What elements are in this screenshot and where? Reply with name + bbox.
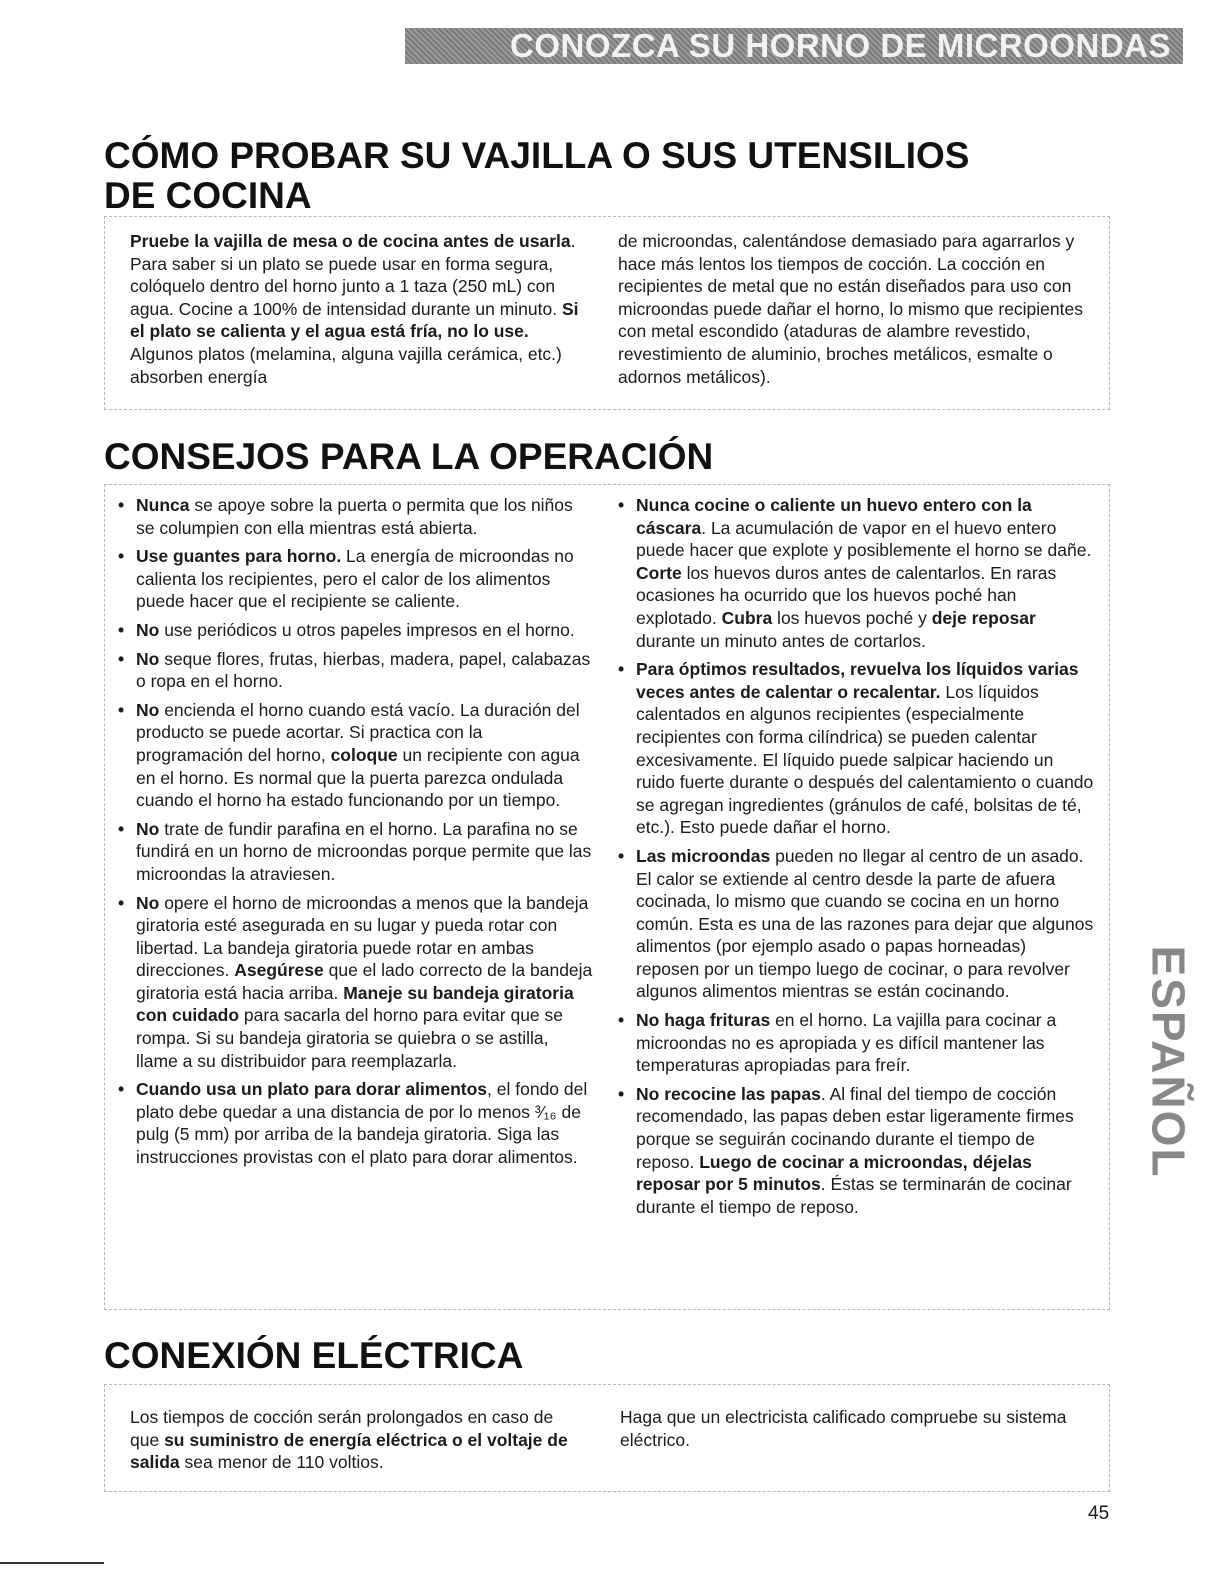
text-run: . Para saber si un plato se puede usar en forma segura, colóquelo dentro del horno junto a 1 taza (250 mL) con agua. Cocine a 100% de intensidad durante un minuto. xyxy=(130,231,576,319)
bold-run: coloque xyxy=(330,744,398,765)
text-run: sea menor de 110 voltios. xyxy=(179,1452,384,1473)
bold-run: Para óptimos resultados, revuelva los líquidos varias veces antes de calentar o recalentar. xyxy=(636,659,1079,702)
bold-run: No xyxy=(136,619,160,640)
electric-right-text: Haga que un electricista calificado compruebe su sistema eléctrico. xyxy=(620,1407,1067,1450)
text-run: se apoye sobre la puerta o permita que los niños se columpien con ella mientras está abierta. xyxy=(136,495,573,538)
language-side-label: ESPAÑOL xyxy=(1142,945,1195,1179)
bold-run: su suministro de energía eléctrica o el voltaje de salida xyxy=(130,1429,568,1473)
text-run: pueden no llegar al centro de un asado. El calor se extiende al centro desde la parte de afuera cocinada, lo mismo que cuando se cocina en un horno común. Esta es una de las razones para dejar que algunos alimentos (por ejemplo asado o papas horneadas) reposen por un tiempo luego de cocinar, o para revolver algunos alimentos mientras se están cocinando. xyxy=(636,845,1094,1002)
text-run: . Al final del tiempo de cocción recomendado, las papas deben estar ligeramente firmes porque se seguirán cocinando durante el tiempo de reposo. xyxy=(636,1083,1074,1172)
tips-heading: CONSEJOS PARA LA OPERACIÓN xyxy=(104,436,714,477)
electric-left-column xyxy=(130,1406,580,1474)
tip-item xyxy=(616,658,1094,839)
text-run: . La acumulación de vapor en el huevo entero puede hacer que explote y posiblemente el horno se dañe. xyxy=(636,517,1092,561)
text-run: La energía de microondas no calienta los recipientes, pero el calor de los alimentos puede hacer que el recipiente se caliente. xyxy=(136,546,574,612)
test-left-column xyxy=(130,230,588,388)
section-banner: CONOZCA SU HORNO DE MICROONDAS xyxy=(405,28,1183,64)
electric-right-column xyxy=(620,1406,1090,1451)
bold-run: Pruebe la vajilla de mesa o de cocina antes de usarla xyxy=(130,231,571,251)
bold-run: No xyxy=(136,892,160,913)
footer-rule xyxy=(0,1562,104,1564)
bold-run: Nunca xyxy=(136,495,190,515)
tip-item xyxy=(116,818,594,886)
text-run: para sacarla del horno para evitar que se rompa. Si su bandeja giratoria se quiebra o se astilla, llame a su distribuidor para reemplazarla. xyxy=(136,1005,564,1071)
bold-run: No haga frituras xyxy=(636,1010,771,1031)
text-run: en el horno. La vajilla para cocinar a microondas no es apropiada y es difícil mantener las temperaturas apropiadas para freír. xyxy=(636,1010,1057,1076)
text-run: opere el horno de microondas a menos que la bandeja giratoria esté asegurada en su lugar y pueda rotar con libertad. La bandeja giratoria puede rotar en ambas direcciones. xyxy=(136,892,589,981)
text-run: Los tiempos de cocción serán prolongados en caso de que xyxy=(130,1407,554,1450)
text-run: , el fondo del plato debe quedar a una distancia de por lo menos ³⁄₁₆ de pulg (5 mm) por arriba de la bandeja giratoria. Siga las instrucciones provistas con el plato para dorar alimentos. xyxy=(136,1079,588,1168)
test-right-column xyxy=(618,230,1093,388)
tips-right-column xyxy=(616,494,1094,1224)
tips-right-list xyxy=(616,494,1094,1218)
bold-run: No xyxy=(136,699,160,720)
bold-run: Use guantes para horno. xyxy=(136,546,342,567)
bold-run: Maneje su bandeja giratoria con cuidado xyxy=(136,982,574,1026)
bold-run: Las microondas xyxy=(636,845,771,866)
text-run: los huevos poché y xyxy=(772,607,932,628)
tip-item xyxy=(116,892,594,1073)
bold-run: Corte xyxy=(636,562,682,583)
text-run: Los líquidos calentados en algunos recipientes (especialmente recipientes con forma cilíndrica) se pueden calentar excesivamente. El líquido puede salpicar haciendo un ruido fuerte durante o después del calentamiento o cuando se agregan ingredientes (gránulos de café, bolsitas de té, etc.). Esto puede dañar el horno. xyxy=(636,681,1094,838)
bold-run: No xyxy=(136,818,160,839)
tip-item xyxy=(116,1078,594,1168)
bold-run: Nunca cocine o caliente un huevo entero con la cáscara xyxy=(636,495,1032,538)
tip-item xyxy=(116,619,594,642)
electric-heading: CONEXIÓN ELÉCTRICA xyxy=(104,1335,524,1376)
tips-left-list xyxy=(116,494,594,1169)
bold-run: Si el plato se calienta y el agua está fría, no lo use. xyxy=(130,298,579,342)
bold-run: Luego de cocinar a microondas, déjelas reposar por 5 minutos xyxy=(636,1151,1032,1195)
text-run: . Éstas se terminarán de cocinar durante el tiempo de reposo. xyxy=(636,1174,1072,1217)
test-left-text xyxy=(130,230,588,388)
page-number: 45 xyxy=(1088,1503,1110,1524)
tip-item xyxy=(616,845,1094,1003)
bold-run: No recocine las papas xyxy=(636,1083,821,1104)
tip-item xyxy=(616,1009,1094,1077)
text-run: un recipiente con agua en el horno. Es normal que la puerta parezca ondulada cuando el horno ha estado funcionando por un tiempo. xyxy=(136,744,580,811)
tip-item xyxy=(616,1083,1094,1219)
test-heading xyxy=(104,136,969,216)
text-run: trate de fundir parafina en el horno. La parafina no se fundirá en un horno de microondas porque permite que las microondas la atraviesen. xyxy=(136,818,592,884)
test-heading-line2: DE COCINA xyxy=(104,175,312,216)
text-run: Algunos platos (melamina, alguna vajilla cerámica, etc.) absorben energía xyxy=(130,343,562,387)
tips-left-column xyxy=(116,494,594,1175)
tip-item xyxy=(116,699,594,812)
bold-run: No xyxy=(136,648,160,669)
electric-left-text xyxy=(130,1406,580,1474)
text-run: encienda el horno cuando está vacío. La duración del producto se puede acortar. Si practica con la programación del horno, xyxy=(136,699,580,765)
tip-item xyxy=(116,494,594,539)
bold-run: Asegúrese xyxy=(234,960,324,981)
text-run: use periódicos u otros papeles impresos en el horno. xyxy=(159,619,575,640)
tip-item xyxy=(116,648,594,693)
tip-item xyxy=(616,494,1094,652)
test-heading-line1: CÓMO PROBAR SU VAJILLA O SUS UTENSILIOS xyxy=(104,135,970,176)
bold-run: Cubra xyxy=(721,607,773,628)
text-run: seque flores, frutas, hierbas, madera, papel, calabazas o ropa en el horno. xyxy=(136,648,591,692)
text-run: los huevos duros antes de calentarlos. En raras ocasiones ha ocurrido que los huevos poché han explotado. xyxy=(636,562,1057,628)
tip-item xyxy=(116,545,594,613)
text-run: que el lado correcto de la bandeja giratoria está hacia arriba. xyxy=(136,960,593,1003)
text-run: durante un minuto antes de cortarlos. xyxy=(636,630,926,651)
language-side-tab xyxy=(1142,942,1195,1182)
bold-run: Cuando usa un plato para dorar alimentos xyxy=(136,1079,488,1100)
bold-run: deje reposar xyxy=(931,607,1036,628)
test-right-text: de microondas, calentándose demasiado para agarrarlos y hace más lentos los tiempos de cocción. La cocción en recipientes de metal que no están diseñados para uso con microondas puede dañar el horno, lo mismo que recipientes con metal escondido (ataduras de alambre revestido, revestimiento de aluminio, broches metálicos, esmalte o adornos metálicos). xyxy=(618,231,1083,387)
